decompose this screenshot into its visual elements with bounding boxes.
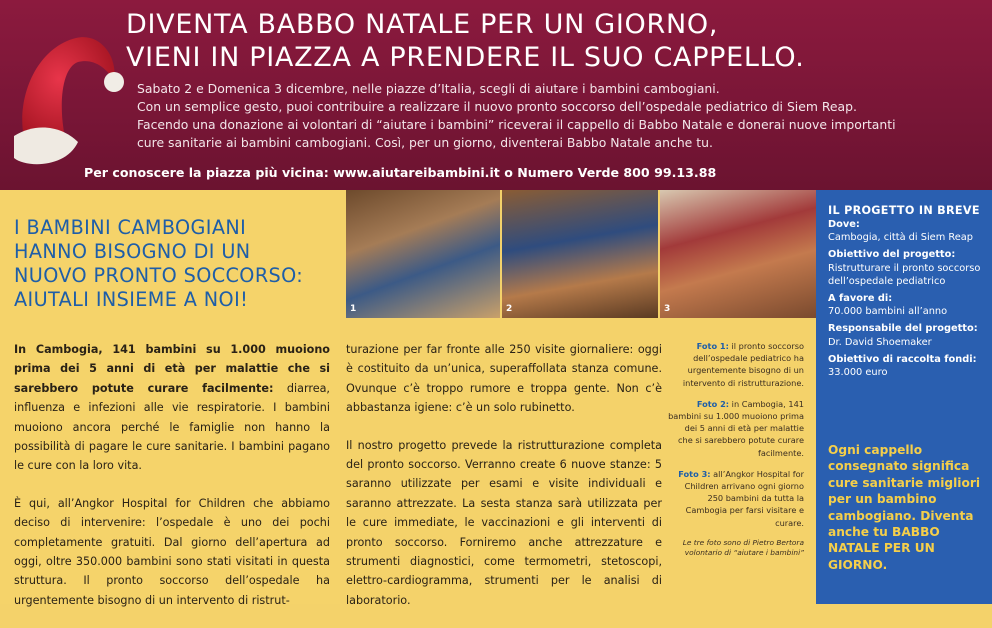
banner-line: cure sanitarie ai bambini cambogiani. Così, per un giorno, diventerai Babbo Natale anche tu. xyxy=(137,135,713,150)
article-column-1 xyxy=(14,340,330,628)
photo-captions xyxy=(668,340,804,567)
fact-value: Ristrutturare il pronto soccorso dell’ospedale pediatrico xyxy=(828,262,981,287)
fact-label: A favore di: xyxy=(828,293,893,305)
fact-item xyxy=(828,218,988,244)
caption xyxy=(668,468,804,529)
photo-number: 2 xyxy=(506,304,513,314)
title-line: NUOVO PRONTO SOCCORSO: xyxy=(14,264,304,287)
fact-item xyxy=(828,322,988,348)
caption xyxy=(668,398,804,459)
banner-line: Facendo una donazione ai volontari di “aiutare i bambini” riceverai il cappello di Babbo Natale e donerai nuove importanti xyxy=(137,117,896,132)
caption-label: Foto 2: xyxy=(696,398,730,409)
fact-label: Responsabile del progetto: xyxy=(828,323,978,335)
photo-strip xyxy=(346,190,816,318)
article-title xyxy=(14,216,336,312)
sidebar-title: IL PROGETTO IN BREVE xyxy=(828,204,980,217)
body-text: diarrea, influenza e infezioni alle vie respiratorie. I bambini muoiono ancora perché le famiglie non hanno la possibilità di pagare le cure sanitarie. I bambini pagano le cure con la loro vita. xyxy=(14,381,330,473)
fact-value: 70.000 bambini all’anno xyxy=(828,306,948,318)
headline-line-2: VIENI IN PIAZZA A PRENDERE IL SUO CAPPELLO. xyxy=(126,42,805,73)
title-line: AIUTALI INSIEME A NOI! xyxy=(14,288,249,311)
caption-text: in Cambogia, 141 bambini su 1.000 muoiono prima dei 5 anni di età per malattie che si sarebbero potute curare facilmente. xyxy=(668,398,804,458)
project-sidebar xyxy=(816,190,992,604)
santa-hat-icon xyxy=(6,18,124,168)
paragraph xyxy=(14,340,330,476)
project-facts xyxy=(828,218,988,383)
fact-label: Obiettivo del progetto: xyxy=(828,249,956,261)
banner-contact: Per conoscere la piazza più vicina: www.aiutareibambini.it o Numero Verde 800 99.13.88 xyxy=(84,165,717,180)
lead-text: In Cambogia, 141 bambini su 1.000 muoiono prima dei 5 anni di età per malattie che si sarebbero potute curare facilmente: xyxy=(14,343,330,395)
title-line: I BAMBINI CAMBOGIANI xyxy=(14,216,247,239)
headline-line-1: DIVENTA BABBO NATALE PER UN GIORNO, xyxy=(126,9,719,40)
caption-label: Foto 3: xyxy=(678,468,711,479)
paragraph: Il nostro progetto prevede la ristrutturazione completa del pronto soccorso. Verranno create 6 nuove stanze: 5 saranno utilizzate per esami e visite individuali e saranno attrezzate. La sesta stanza sarà utilizzata per le cure immediate, le vaccinazioni e gli interventi di pronto soccorso. Forniremo anche attrezzature e strumenti diagnostici, come termometri, stetoscopi, elettro-cardiogramma, strumenti per le analisi di laboratorio. xyxy=(346,438,662,607)
photo-waiting-room xyxy=(660,190,816,318)
photo-credit: Le tre foto sono di Pietro Bertora volontario di “aiutare i bambini” xyxy=(682,537,804,557)
banner-line: Sabato 2 e Domenica 3 dicembre, nelle piazze d’Italia, scegli di aiutare i bambini cambogiani. xyxy=(137,81,720,96)
paragraph: È qui, all’Angkor Hospital for Children che abbiamo deciso di intervenire: l’ospedale è uno dei pochi completamente gratuiti. Dal giorno dell’apertura ad oggi, oltre 350.000 bambini sono stati visitati in questa struttura. Il pronto soccorso dell’ospedale ha urgentemente bisogno di un intervento di ristrut- xyxy=(14,496,330,607)
banner-headline xyxy=(126,8,986,74)
caption xyxy=(668,340,804,389)
campaign-banner xyxy=(0,0,992,190)
fact-value: Dr. David Shoemaker xyxy=(828,336,932,348)
photo-hospital-ward xyxy=(346,190,500,318)
fact-value: 33.000 euro xyxy=(828,367,888,379)
call-to-action: Ogni cappello consegnato significa cure sanitarie migliori per un bambino cambogiano. Diventa anche tu BABBO NATALE PER UN GIORNO. xyxy=(828,443,981,572)
fact-label: Dove: xyxy=(828,219,860,230)
fact-label: Obiettivo di raccolta fondi: xyxy=(828,353,977,365)
banner-line: Con un semplice gesto, puoi contribuire a realizzare il nuovo pronto soccorso dell’ospedale pediatrico di Siem Reap. xyxy=(137,99,857,114)
paragraph: turazione per far fronte alle 250 visite giornaliere: oggi è costituito da un’unica, superaffollata stanza comune. Ovunque c’è troppo rumore e troppa gente. Non c’è abbastanza igiene: c’è un solo rubinetto. xyxy=(346,343,662,415)
fact-item xyxy=(828,353,988,379)
photo-doctor-child xyxy=(502,190,658,318)
lower-section xyxy=(0,190,992,607)
caption-label: Foto 1: xyxy=(696,341,729,351)
caption-text: all’Angkor Hospital for Children arrivano ogni giorno 250 bambini da tutta la Cambogia per farsi visitare e curare. xyxy=(684,468,804,528)
title-line: HANNO BISOGNO DI UN xyxy=(14,240,251,263)
fact-item xyxy=(828,248,988,288)
photo-number: 1 xyxy=(350,304,357,314)
article-column-2 xyxy=(346,340,662,628)
caption-text: il pronto soccorso dell’ospedale pediatrico ha urgentemente bisogno di un intervento di ristrutturazione. xyxy=(682,341,804,388)
photo-number: 3 xyxy=(664,304,671,314)
banner-body xyxy=(137,80,977,152)
fact-item xyxy=(828,292,988,318)
fact-value: Cambogia, città di Siem Reap xyxy=(828,232,973,244)
